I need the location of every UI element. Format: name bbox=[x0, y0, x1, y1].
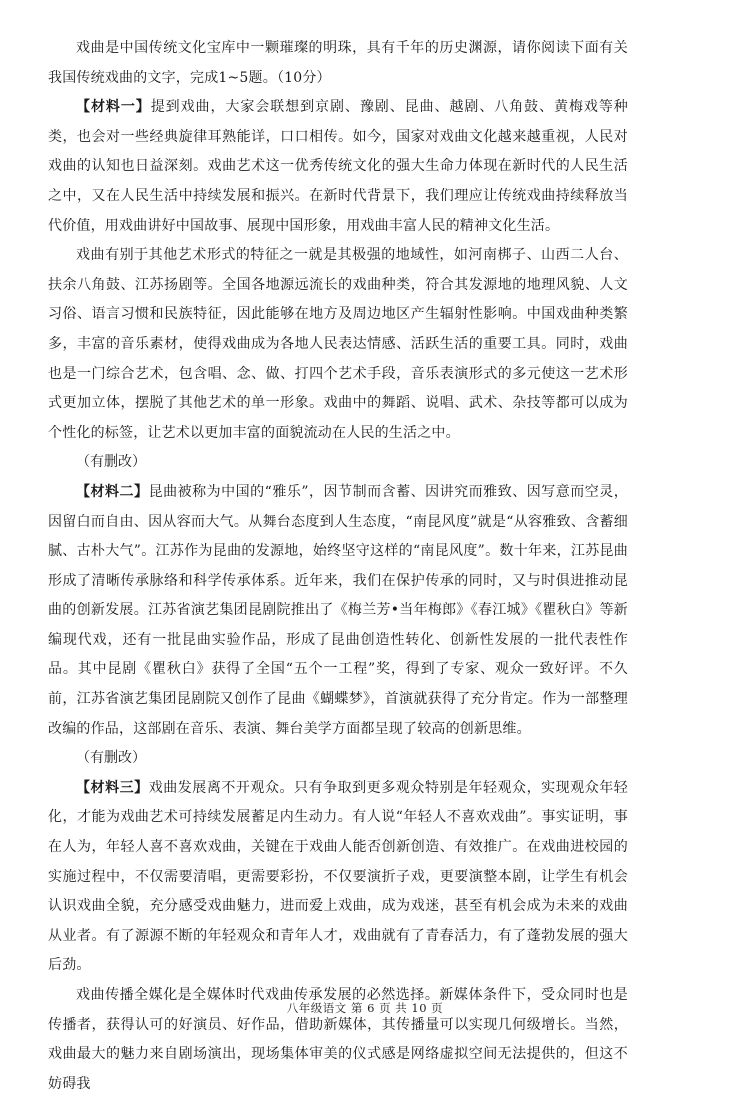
edit-note: （有删改） bbox=[76, 750, 146, 767]
paragraph-material-3-cont bbox=[48, 981, 628, 1099]
material-tag: 【材料二】 bbox=[76, 483, 149, 500]
paragraph-intro bbox=[48, 34, 628, 93]
page-footer: 八年级语文 第 6 页 共 10 页 bbox=[286, 1001, 444, 1015]
paragraph-text: 昆曲被称为中国的“雅乐”，因节制而含蓄、因讲究而雅致、因写意而空灵，因留白而自由、因从容而大气。从舞台态度到人生态度，“南昆风度”就是“从容雅致、含蓄细腻、古朴大气”。江苏作为昆曲的发源地，始终坚守这样的“南昆风度”。数十年来，江苏昆曲形成了清晰传承脉络和科学传承体系。近年来，我们在保护传承的同时，又与时俱进推动昆曲的创新发展。江苏省演艺集团昆剧院推出了《梅兰芳•当年梅郎》《春江城》《瞿秋白》等新编现代戏，还有一批昆曲实验作品，形成了昆曲创造性转化、创新性发展的一批代表性作品。其中昆剧《瞿秋白》获得了全国“五个一工程”奖，得到了专家、观众一致好评。不久前，江苏省演艺集团昆剧院又创作了昆曲《蝴蝶梦》，首演就获得了充分肯定。作为一部整理改编的作品，这部剧在音乐、表演、舞台美学方面都呈现了较高的创新思维。 bbox=[48, 483, 628, 737]
paragraph-text: 戏曲传播全媒化是全媒体时代戏曲传承发展的必然选择。新媒体条件下，受众同时也是传播者，获得认可的好演员、好作品，借助新媒体，其传播量可以实现几何级增长。当然，戏曲最大的魅力来自剧场演出，现场集体审美的仪式感是网络虚拟空间无法提供的，但这不妨碍我 bbox=[48, 987, 628, 1092]
paragraph-text: 戏曲发展离不开观众。只有争取到更多观众特别是年轻观众，实现观众年轻化，才能为戏曲艺术可持续发展蓄足内生动力。有人说“年轻人不喜欢戏曲”。事实证明，事在人为，年轻人喜不喜欢戏曲，关键在于戏曲人能否创新创造、有效推广。在戏曲进校园的实施过程中，不仅需要清唱，更需要彩扮，不仅要演折子戏，更要演整本剧，让学生有机会认识戏曲全貌，充分感受戏曲魅力，进而爱上戏曲，成为戏迷，甚至有机会成为未来的戏曲从业者。有了源源不断的年轻观众和青年人才，戏曲就有了青春活力，有了蓬勃发展的强大后劲。 bbox=[48, 779, 629, 974]
paragraph-material-3 bbox=[48, 774, 628, 981]
paragraph-material-1 bbox=[48, 93, 628, 241]
paragraph-material-1-cont bbox=[48, 241, 628, 448]
edit-note: （有删改） bbox=[76, 454, 146, 471]
paragraph-text: 提到戏曲，大家会联想到京剧、豫剧、昆曲、越剧、八角鼓、黄梅戏等种类，也会对一些经典旋律耳熟能详，口口相传。如今，国家对戏曲文化越来越重视，人民对戏曲的认知也日益深刻。戏曲艺术这一优秀传统文化的强大生命力体现在新时代的人民生活之中，又在人民生活中持续发展和振兴。在新时代背景下，我们理应让传统戏曲持续释放当代价值，用戏曲讲好中国故事、展现中国形象，用戏曲丰富人民的精神文化生活。 bbox=[48, 99, 629, 234]
material-tag: 【材料三】 bbox=[76, 779, 149, 796]
material-tag: 【材料一】 bbox=[76, 99, 151, 116]
paragraph-text: 戏曲有别于其他艺术形式的特征之一就是其极强的地域性，如河南梆子、山西二人台、扶余八角鼓、江苏扬剧等。全国各地源远流长的戏曲种类，符合其发源地的地理风貌、人文习俗、语言习惯和民族特征，因此能够在地方及周边地区产生辐射性影响。中国戏曲种类繁多，丰富的音乐素材，使得戏曲成为各地人民表达情感、活跃生活的重要工具。同时，戏曲也是一门综合艺术，包含唱、念、做、打四个艺术手段，音乐表演形式的多元使这一艺术形式更加立体，摆脱了其他艺术的单一形象。戏曲中的舞蹈、说唱、武术、杂技等都可以成为个性化的标签，让艺术以更加丰富的面貌流动在人民的生活之中。 bbox=[48, 247, 628, 441]
document-body bbox=[48, 34, 628, 1099]
paragraph-text: 戏曲是中国传统文化宝库中一颗璀璨的明珠，具有千年的历史渊源，请你阅读下面有关我国传统戏曲的文字，完成1~5题。（10分） bbox=[48, 40, 628, 86]
paragraph-material-2 bbox=[48, 478, 628, 744]
